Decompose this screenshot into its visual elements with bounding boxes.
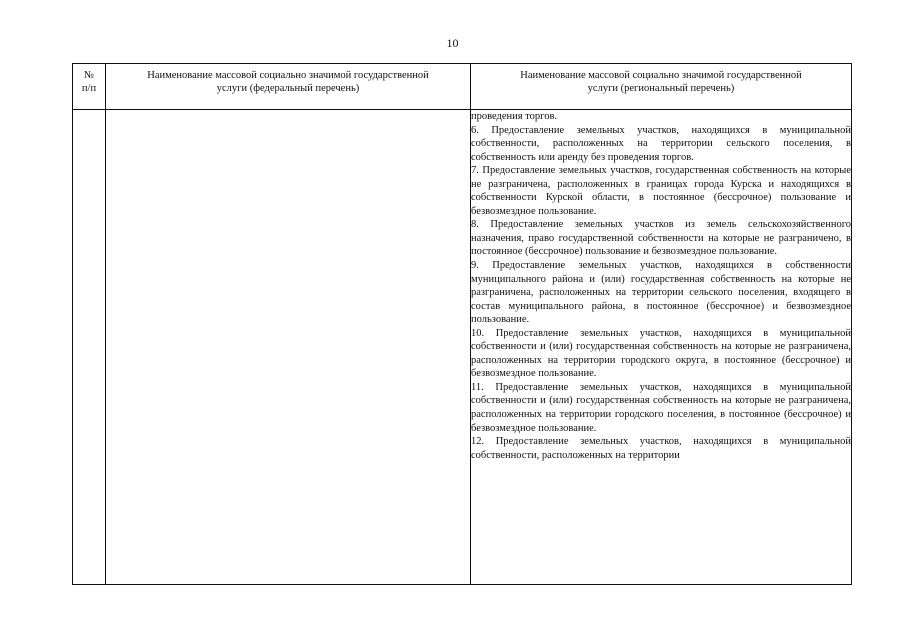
list-item: 9. Предоставление земельных участков, находящихся в собственности муниципального района и (или) государственная собственность на которые не разграничена, расположенных на территории сельского поселения, входящего в состав муниципального района, в постоянное (бессрочное) и безвозмездное пользование. xyxy=(471,260,851,326)
header-number: № п/п xyxy=(73,64,106,110)
page-number: 10 xyxy=(446,36,459,50)
federal-service-cell xyxy=(106,110,471,585)
services-table xyxy=(72,63,852,585)
list-item: 7. Предоставление земельных участков, государственная собственность на которые не разграничена, расположенных в границах города Курска и находящихся в собственности Курской области, в постоянное (бессрочное) пользование и безвозмездное пользование. xyxy=(471,165,851,217)
regional-service-cell xyxy=(471,110,852,585)
header-regional-list: Наименование массовой социально значимой государственной услуги (региональный перечень) xyxy=(471,64,852,110)
list-item: 10. Предоставление земельных участков, находящихся в муниципальной собственности и (или) государственная собственность на которые не разграничена, расположенных на территории городского округа, в постоянное (бессрочное) и безвозмездное пользование. xyxy=(471,327,851,380)
list-item: проведения торгов. xyxy=(471,111,558,122)
header-federal-list: Наименование массовой социально значимой государственной услуги (федеральный перечень) xyxy=(106,64,471,110)
table-header-row xyxy=(73,64,852,110)
list-item: 11. Предоставление земельных участков, находящихся в муниципальной собственности и (или) государственная собственность на которые не разграничена, расположенных на территории городского поселения, в постоянное (бессрочное) и безвозмездное пользование. xyxy=(471,381,851,434)
table-row xyxy=(73,110,852,585)
list-item: 12. Предоставление земельных участков, находящихся в муниципальной собственности, расположенных на территории xyxy=(471,436,851,461)
list-item: 6. Предоставление земельных участков, находящихся в муниципальной собственности, расположенных на территории сельского поселения, в собственность или аренду без проведения торгов. xyxy=(471,124,851,163)
list-item: 8. Предоставление земельных участков из земель сельскохозяйственного назначения, право государственной собственности на которые не разграничено, в постоянное (бессрочное) пользование и безвозмездное пользование. xyxy=(471,219,851,258)
number-cell xyxy=(73,110,106,585)
